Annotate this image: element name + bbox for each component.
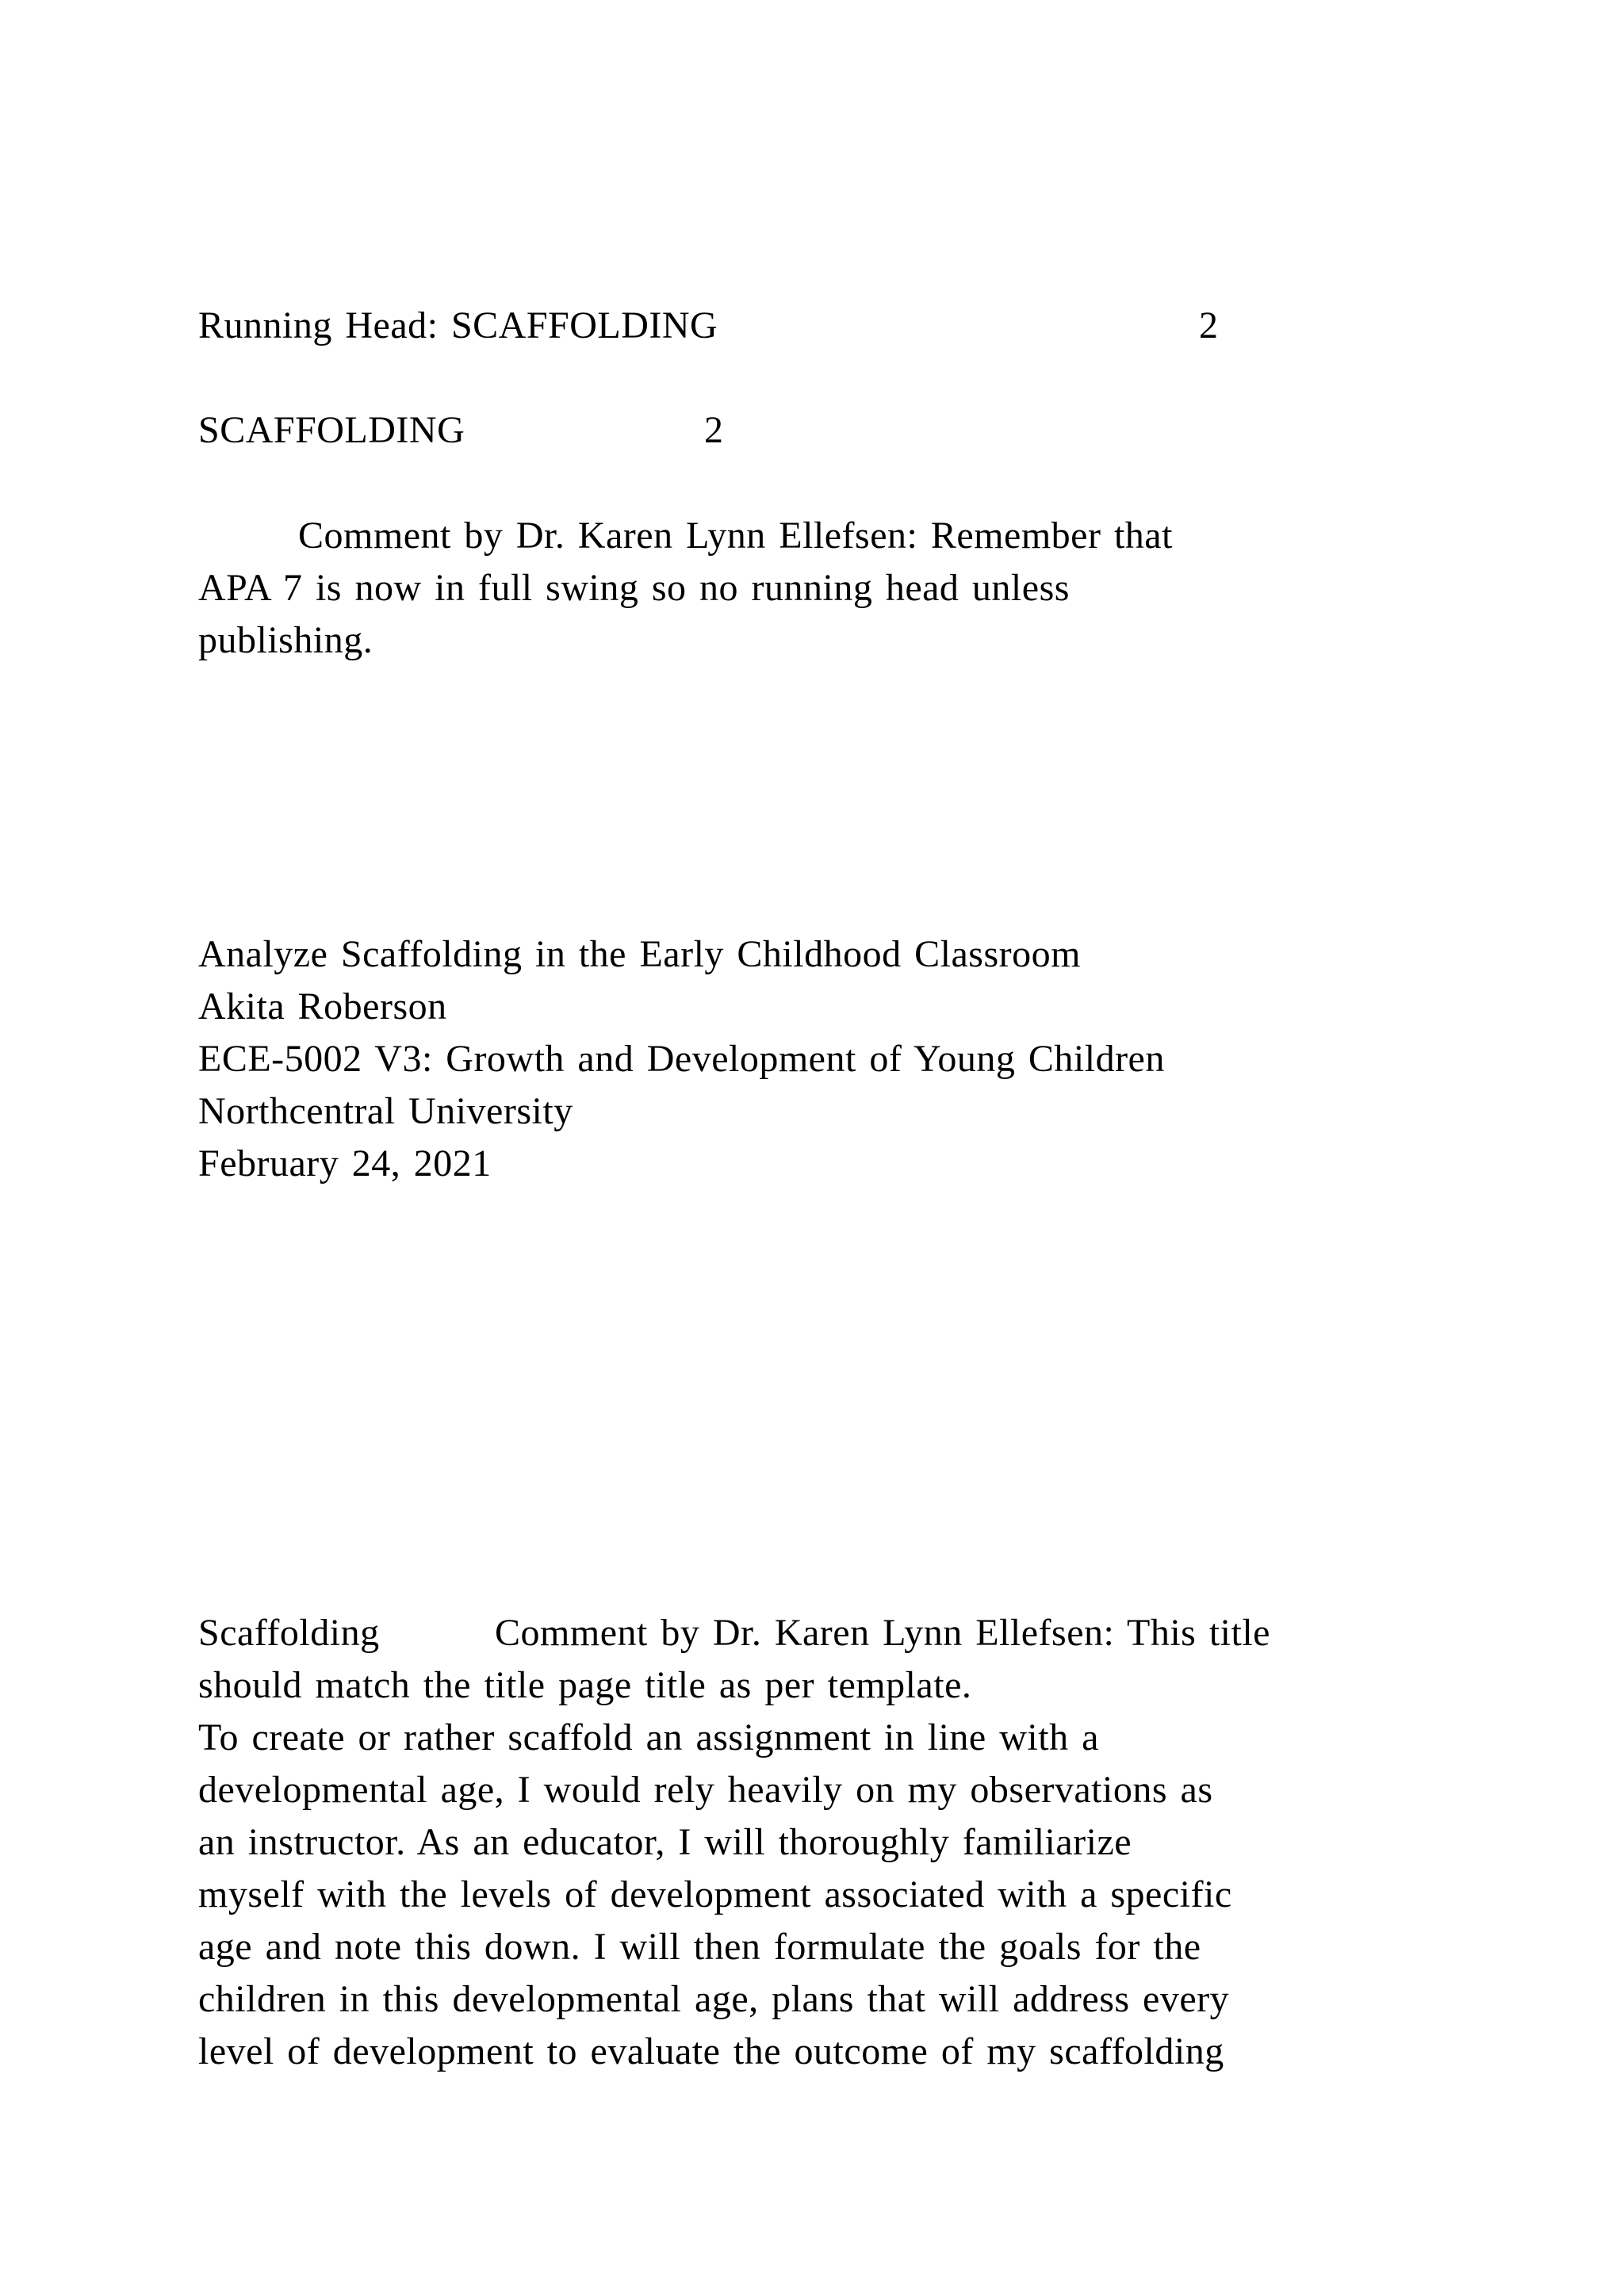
short-head-page-number: 2 bbox=[704, 409, 723, 451]
paper-date: February 24, 2021 bbox=[198, 1142, 492, 1184]
comment-1-line-3: publishing. bbox=[198, 619, 373, 661]
running-head-page-number: 2 bbox=[1199, 304, 1218, 346]
paragraph-line: level of development to evaluate the outcome of my scaffolding bbox=[198, 2030, 1224, 2072]
comment-1-line-1: Comment by Dr. Karen Lynn Ellefsen: Remember that bbox=[298, 515, 1173, 557]
running-head: Running Head: SCAFFOLDING bbox=[198, 304, 718, 346]
comment-2-line-2: should match the title page title as per template. bbox=[198, 1664, 972, 1706]
author-name: Akita Roberson bbox=[198, 985, 447, 1027]
paragraph-line: an instructor. As an educator, I will thoroughly familiarize bbox=[198, 1821, 1132, 1863]
institution-name: Northcentral University bbox=[198, 1090, 573, 1132]
paragraph-line: children in this developmental age, plans that will address every bbox=[198, 1978, 1230, 2020]
paper-title: Analyze Scaffolding in the Early Childhood Classroom bbox=[198, 933, 1081, 975]
short-head: SCAFFOLDING bbox=[198, 409, 465, 451]
comment-2-line-1: Comment by Dr. Karen Lynn Ellefsen: This title bbox=[495, 1612, 1270, 1654]
paragraph-line: myself with the levels of development associated with a specific bbox=[198, 1873, 1232, 1915]
paragraph-line: To create or rather scaffold an assignment in line with a bbox=[198, 1716, 1099, 1758]
comment-1-line-2: APA 7 is now in full swing so no running head unless bbox=[198, 567, 1070, 609]
body-heading: Scaffolding bbox=[198, 1612, 380, 1654]
paragraph-line: developmental age, I would rely heavily on my observations as bbox=[198, 1769, 1213, 1811]
course-name: ECE-5002 V3: Growth and Development of Young Children bbox=[198, 1038, 1165, 1080]
paragraph-line: age and note this down. I will then formulate the goals for the bbox=[198, 1926, 1201, 1968]
